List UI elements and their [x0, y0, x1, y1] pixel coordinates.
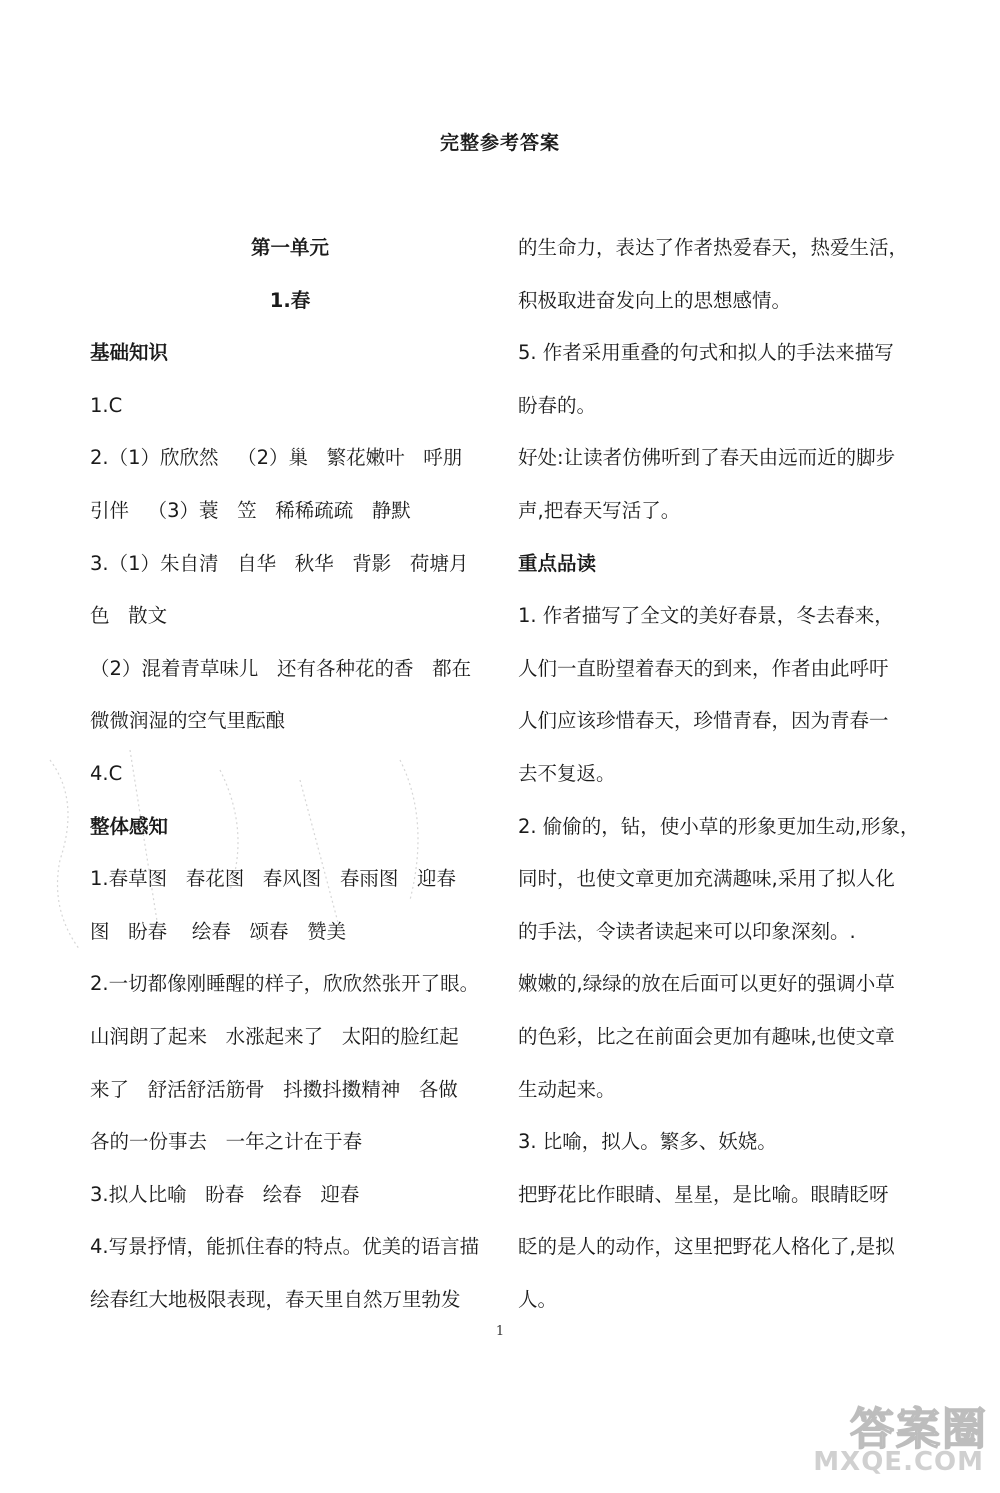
- text-line: 2. 偷偷的，钻，使小草的形象更加生动,形象，: [518, 814, 920, 838]
- background-ghost-marks: [20, 740, 490, 970]
- text-line: 去不复返。: [518, 761, 616, 785]
- text-line: 5. 作者采用重叠的句式和拟人的手法来描写: [518, 341, 894, 365]
- text-line: 4.写景抒情，能抓住春的特点。优美的语言描: [90, 1235, 480, 1259]
- text-line: 积极取进奋发向上的思想感情。: [518, 288, 792, 312]
- text-line: 4.C: [90, 761, 123, 785]
- text-line: 色 散文: [90, 604, 168, 628]
- text-line: 3.（1）朱自清 自华 秋华 背影 荷塘月: [90, 551, 469, 575]
- text-line: 同时，也使文章更加充满趣味,采用了拟人化: [518, 867, 895, 891]
- text-line: 微微润湿的空气里酝酿: [90, 709, 286, 733]
- watermark-url: MXQE.COM: [813, 1447, 984, 1477]
- watermark-logo: 答案圈: [850, 1404, 988, 1455]
- text-line: 山润朗了起来 水涨起来了 太阳的脸红起: [90, 1024, 459, 1048]
- lesson-heading: 1.春: [269, 288, 311, 312]
- text-line: 的色彩，比之在前面会更加有趣味,也使文章: [518, 1024, 895, 1048]
- text-line: 的生命力，表达了作者热爱春天，热爱生活，: [518, 236, 909, 259]
- right-column: [518, 222, 918, 1326]
- text-line: 来了 舒活舒活筋骨 抖擞抖擞精神 各做: [90, 1077, 458, 1101]
- text-line: 1. 作者描写了全文的美好春景，冬去春来，: [518, 604, 894, 628]
- text-line: 3.拟人比喻 盼春 绘春 迎春: [90, 1182, 360, 1206]
- page-title: 完整参考答案: [439, 132, 560, 154]
- text-line: 的手法，令读者读起来可以印象深刻。.: [518, 919, 856, 943]
- text-line: 好处:让读者仿佛听到了春天由远而近的脚步: [518, 446, 896, 470]
- text-line: 人。: [518, 1287, 558, 1311]
- text-line: 生动起来。: [518, 1077, 616, 1101]
- text-line: 人们一直盼望着春天的到来，作者由此呼吁: [518, 656, 889, 680]
- section-heading: 整体感知: [90, 814, 169, 838]
- text-line: 3. 比喻，拟人。繁多、妖娆。: [518, 1130, 777, 1154]
- text-line: 眨的是人的动作，这里把野花人格化了,是拟: [518, 1235, 895, 1259]
- text-line: 1.C: [90, 393, 123, 417]
- text-line: 图 盼春 绘春 颂春 赞美: [90, 919, 347, 943]
- text-line: 2.一切都像刚睡醒的样子，欣欣然张开了眼。: [90, 972, 480, 996]
- text-line: 绘春红大地极限表现，春天里自然万里勃发: [90, 1287, 461, 1311]
- text-line: 人们应该珍惜春天，珍惜青春，因为青春一: [518, 709, 889, 733]
- unit-heading: 第一单元: [250, 236, 329, 259]
- watermark: [788, 1393, 988, 1483]
- text-line: 把野花比作眼睛、星星，是比喻。眼睛眨呀: [518, 1182, 889, 1206]
- section-heading: 基础知识: [90, 341, 169, 365]
- text-line: 声,把春天写活了。: [518, 498, 681, 522]
- text-line: 各的一份事去 一年之计在于春: [90, 1130, 363, 1154]
- text-line: 盼春的。: [518, 393, 597, 417]
- text-line: （2）混着青草味儿 还有各种花的香 都在: [90, 656, 472, 680]
- text-line: 1.春草图 春花图 春风图 春雨图 迎春: [90, 867, 456, 891]
- text-line: 2.（1）欣欣然 （2）巢 繁花嫩叶 呼朋: [90, 446, 463, 470]
- page-number: 1: [495, 1324, 505, 1339]
- section-heading: 重点品读: [518, 551, 597, 575]
- text-line: 引伴 （3）蓑 笠 稀稀疏疏 静默: [90, 498, 411, 522]
- text-line: 嫩嫩的,绿绿的放在后面可以更好的强调小草: [518, 972, 895, 996]
